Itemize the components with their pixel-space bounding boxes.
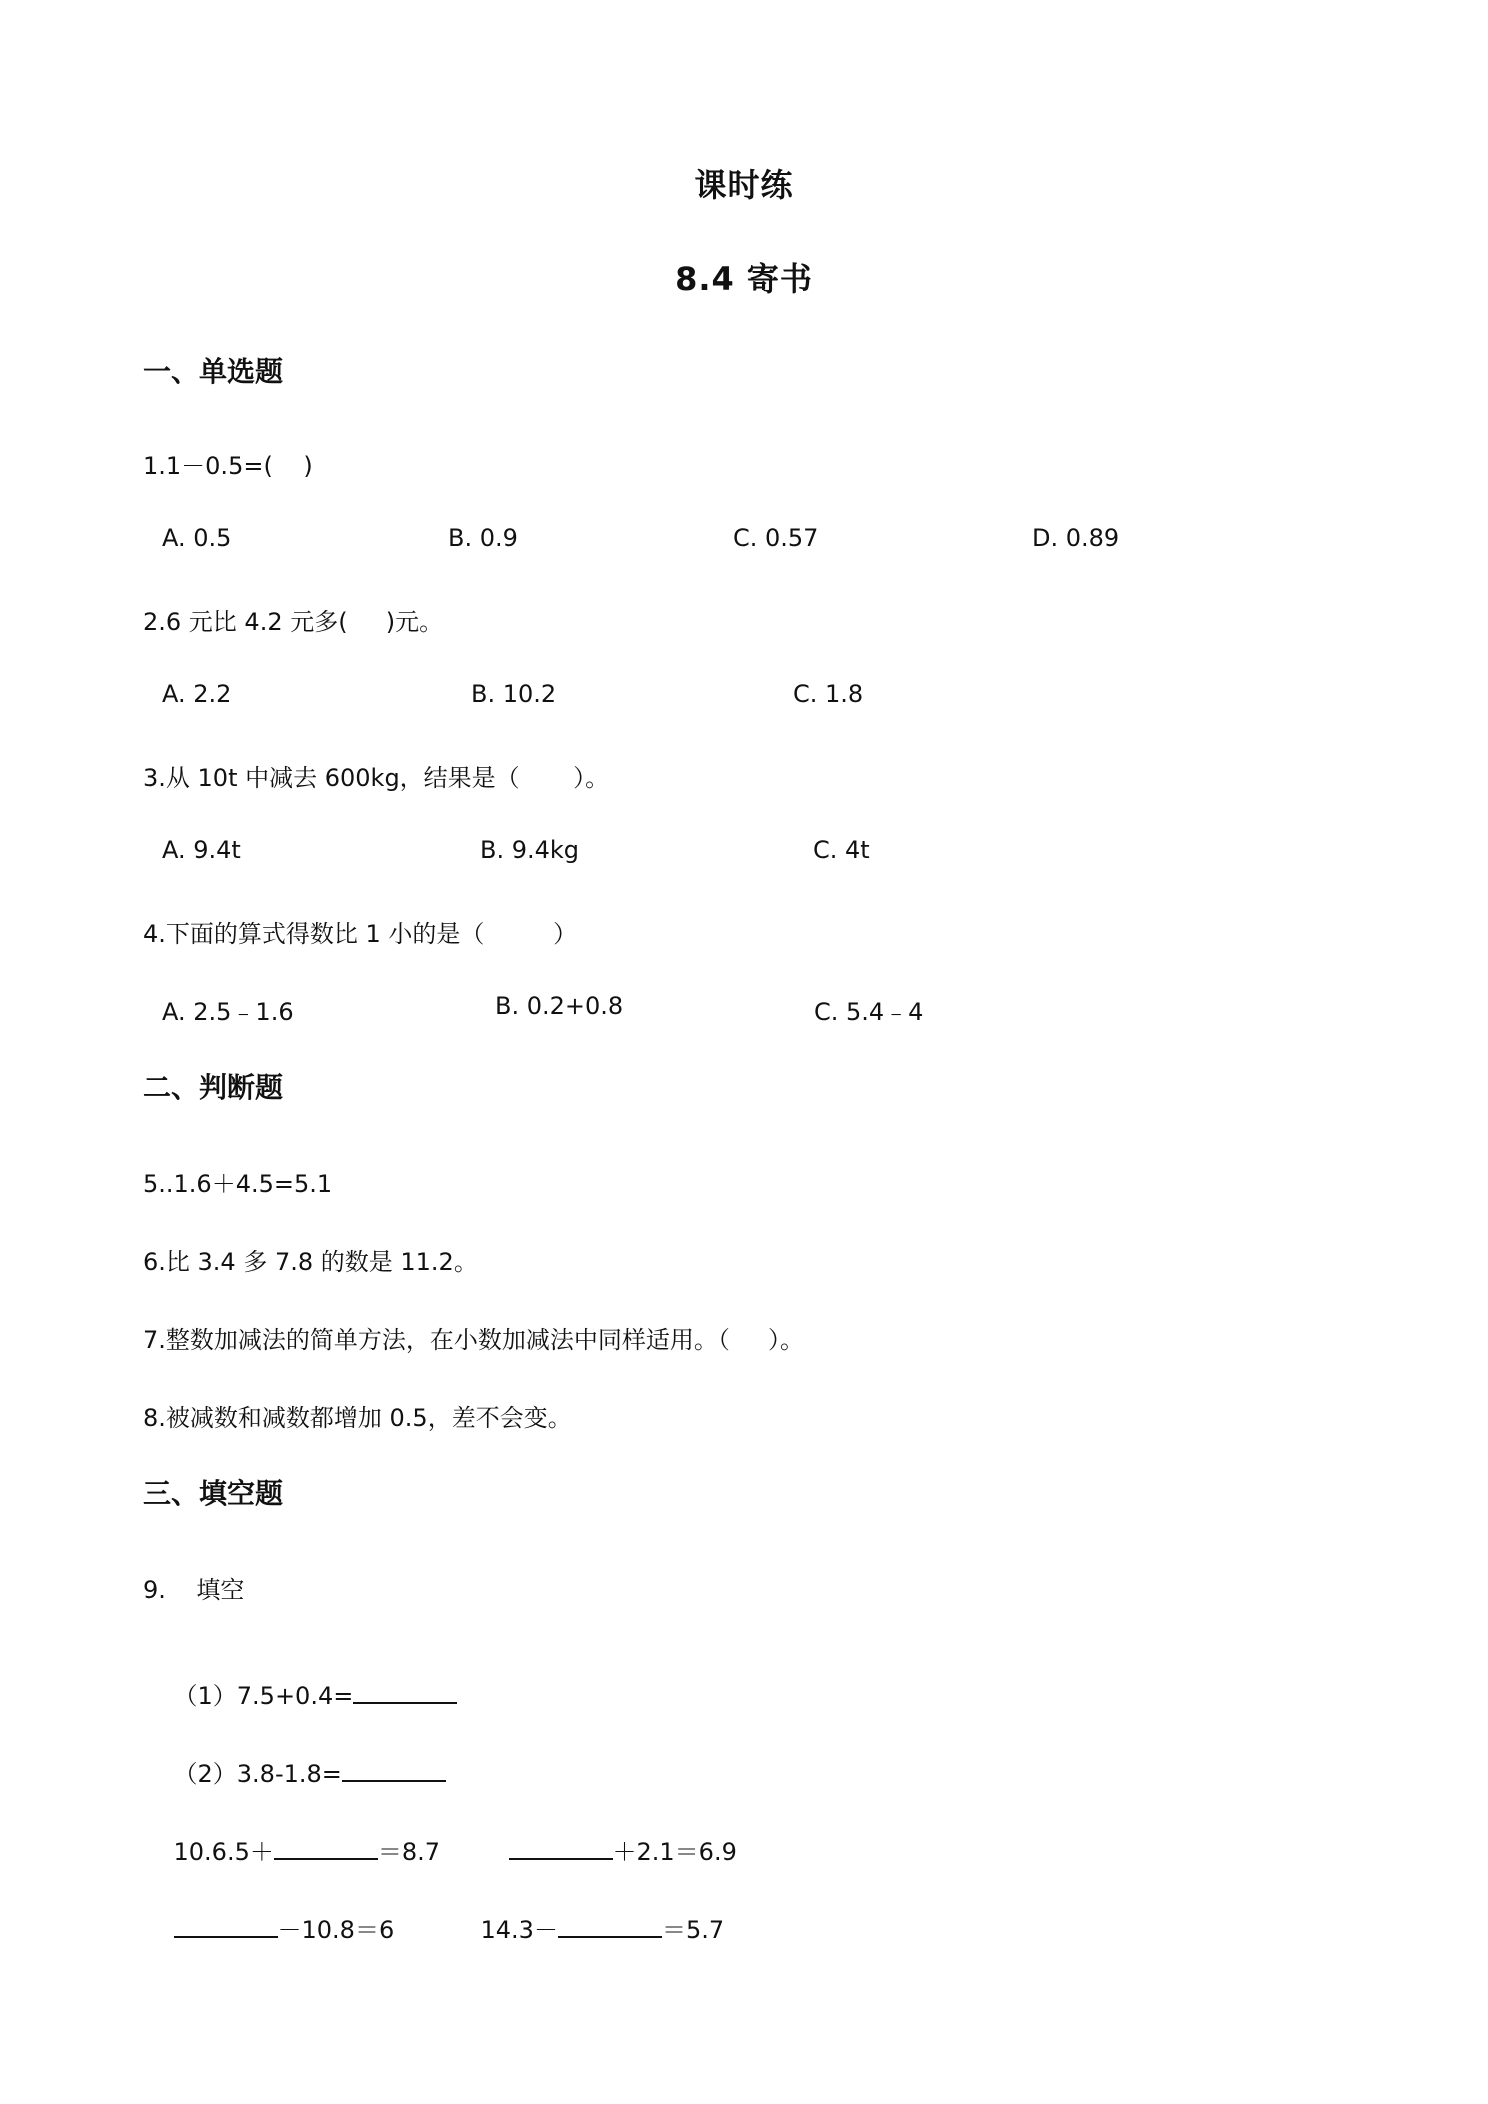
q11-part-2-suffix: ＝5.7 — [661, 1916, 725, 1944]
question-5: 5..1.6＋4.5=5.1 — [143, 1170, 333, 1198]
q1-option-a: A. 0.5 — [162, 524, 232, 552]
q9-part-1-text: （1）7.5+0.4= — [173, 1682, 354, 1710]
q1-option-d: D. 0.89 — [1032, 524, 1120, 552]
q10-part-1-blank[interactable] — [274, 1836, 378, 1860]
q1-option-c: C. 0.57 — [733, 524, 819, 552]
q11-part-2 — [450, 1882, 724, 1973]
section-heading-fill-blank: 三、填空题 — [143, 1477, 284, 1510]
question-8: 8.被减数和减数都增加 0.5，差不会变。 — [143, 1404, 572, 1432]
question-2: 2.6 元比 4.2 元多( )元。 — [143, 608, 444, 636]
q2-option-a: A. 2.2 — [162, 680, 232, 708]
q11-part-2-prefix: 14.3－ — [480, 1916, 558, 1944]
question-3: 3.从 10t 中减去 600kg，结果是（ ）。 — [143, 764, 610, 792]
question-4: 4.下面的算式得数比 1 小的是（ ） — [143, 920, 578, 948]
q3-option-b: B. 9.4kg — [480, 836, 580, 864]
page-subtitle: 8.4 寄书 — [675, 260, 813, 298]
section-heading-single-choice: 一、单选题 — [143, 355, 284, 388]
q3-option-c: C. 4t — [813, 836, 870, 864]
q3-option-a: A. 9.4t — [162, 836, 241, 864]
q2-option-b: B. 10.2 — [471, 680, 557, 708]
q1-option-b: B. 0.9 — [448, 524, 518, 552]
page-title: 课时练 — [694, 166, 794, 204]
q9-part-1-blank[interactable] — [353, 1680, 457, 1704]
q10-part-1-suffix: ＝8.7 — [377, 1838, 441, 1866]
q2-option-c: C. 1.8 — [793, 680, 864, 708]
q10-part-1-prefix: 10.6.5＋ — [173, 1838, 274, 1866]
q9-part-2-blank[interactable] — [342, 1758, 446, 1782]
q4-option-a: A. 2.5﹣1.6 — [162, 998, 294, 1026]
q4-option-c: C. 5.4﹣4 — [814, 998, 924, 1026]
question-6: 6.比 3.4 多 7.8 的数是 11.2。 — [143, 1248, 478, 1276]
q10-part-2-blank[interactable] — [509, 1836, 613, 1860]
q9-part-2-text: （2）3.8-1.8= — [173, 1760, 342, 1788]
question-1: 1.1－0.5=( ) — [143, 452, 313, 480]
question-7: 7.整数加减法的简单方法，在小数加减法中同样适用。（ ）。 — [143, 1326, 805, 1354]
q4-option-b: B. 0.2+0.8 — [495, 992, 624, 1020]
section-heading-true-false: 二、判断题 — [143, 1071, 284, 1104]
q11-part-1-blank[interactable] — [174, 1914, 278, 1938]
q11-part-1-suffix: －10.8＝6 — [277, 1916, 395, 1944]
q11-part-1 — [143, 1882, 394, 1973]
q11-part-2-blank[interactable] — [558, 1914, 662, 1938]
question-9: 9. 填空 — [143, 1576, 245, 1604]
q10-part-2-suffix: ＋2.1＝6.9 — [612, 1838, 737, 1866]
